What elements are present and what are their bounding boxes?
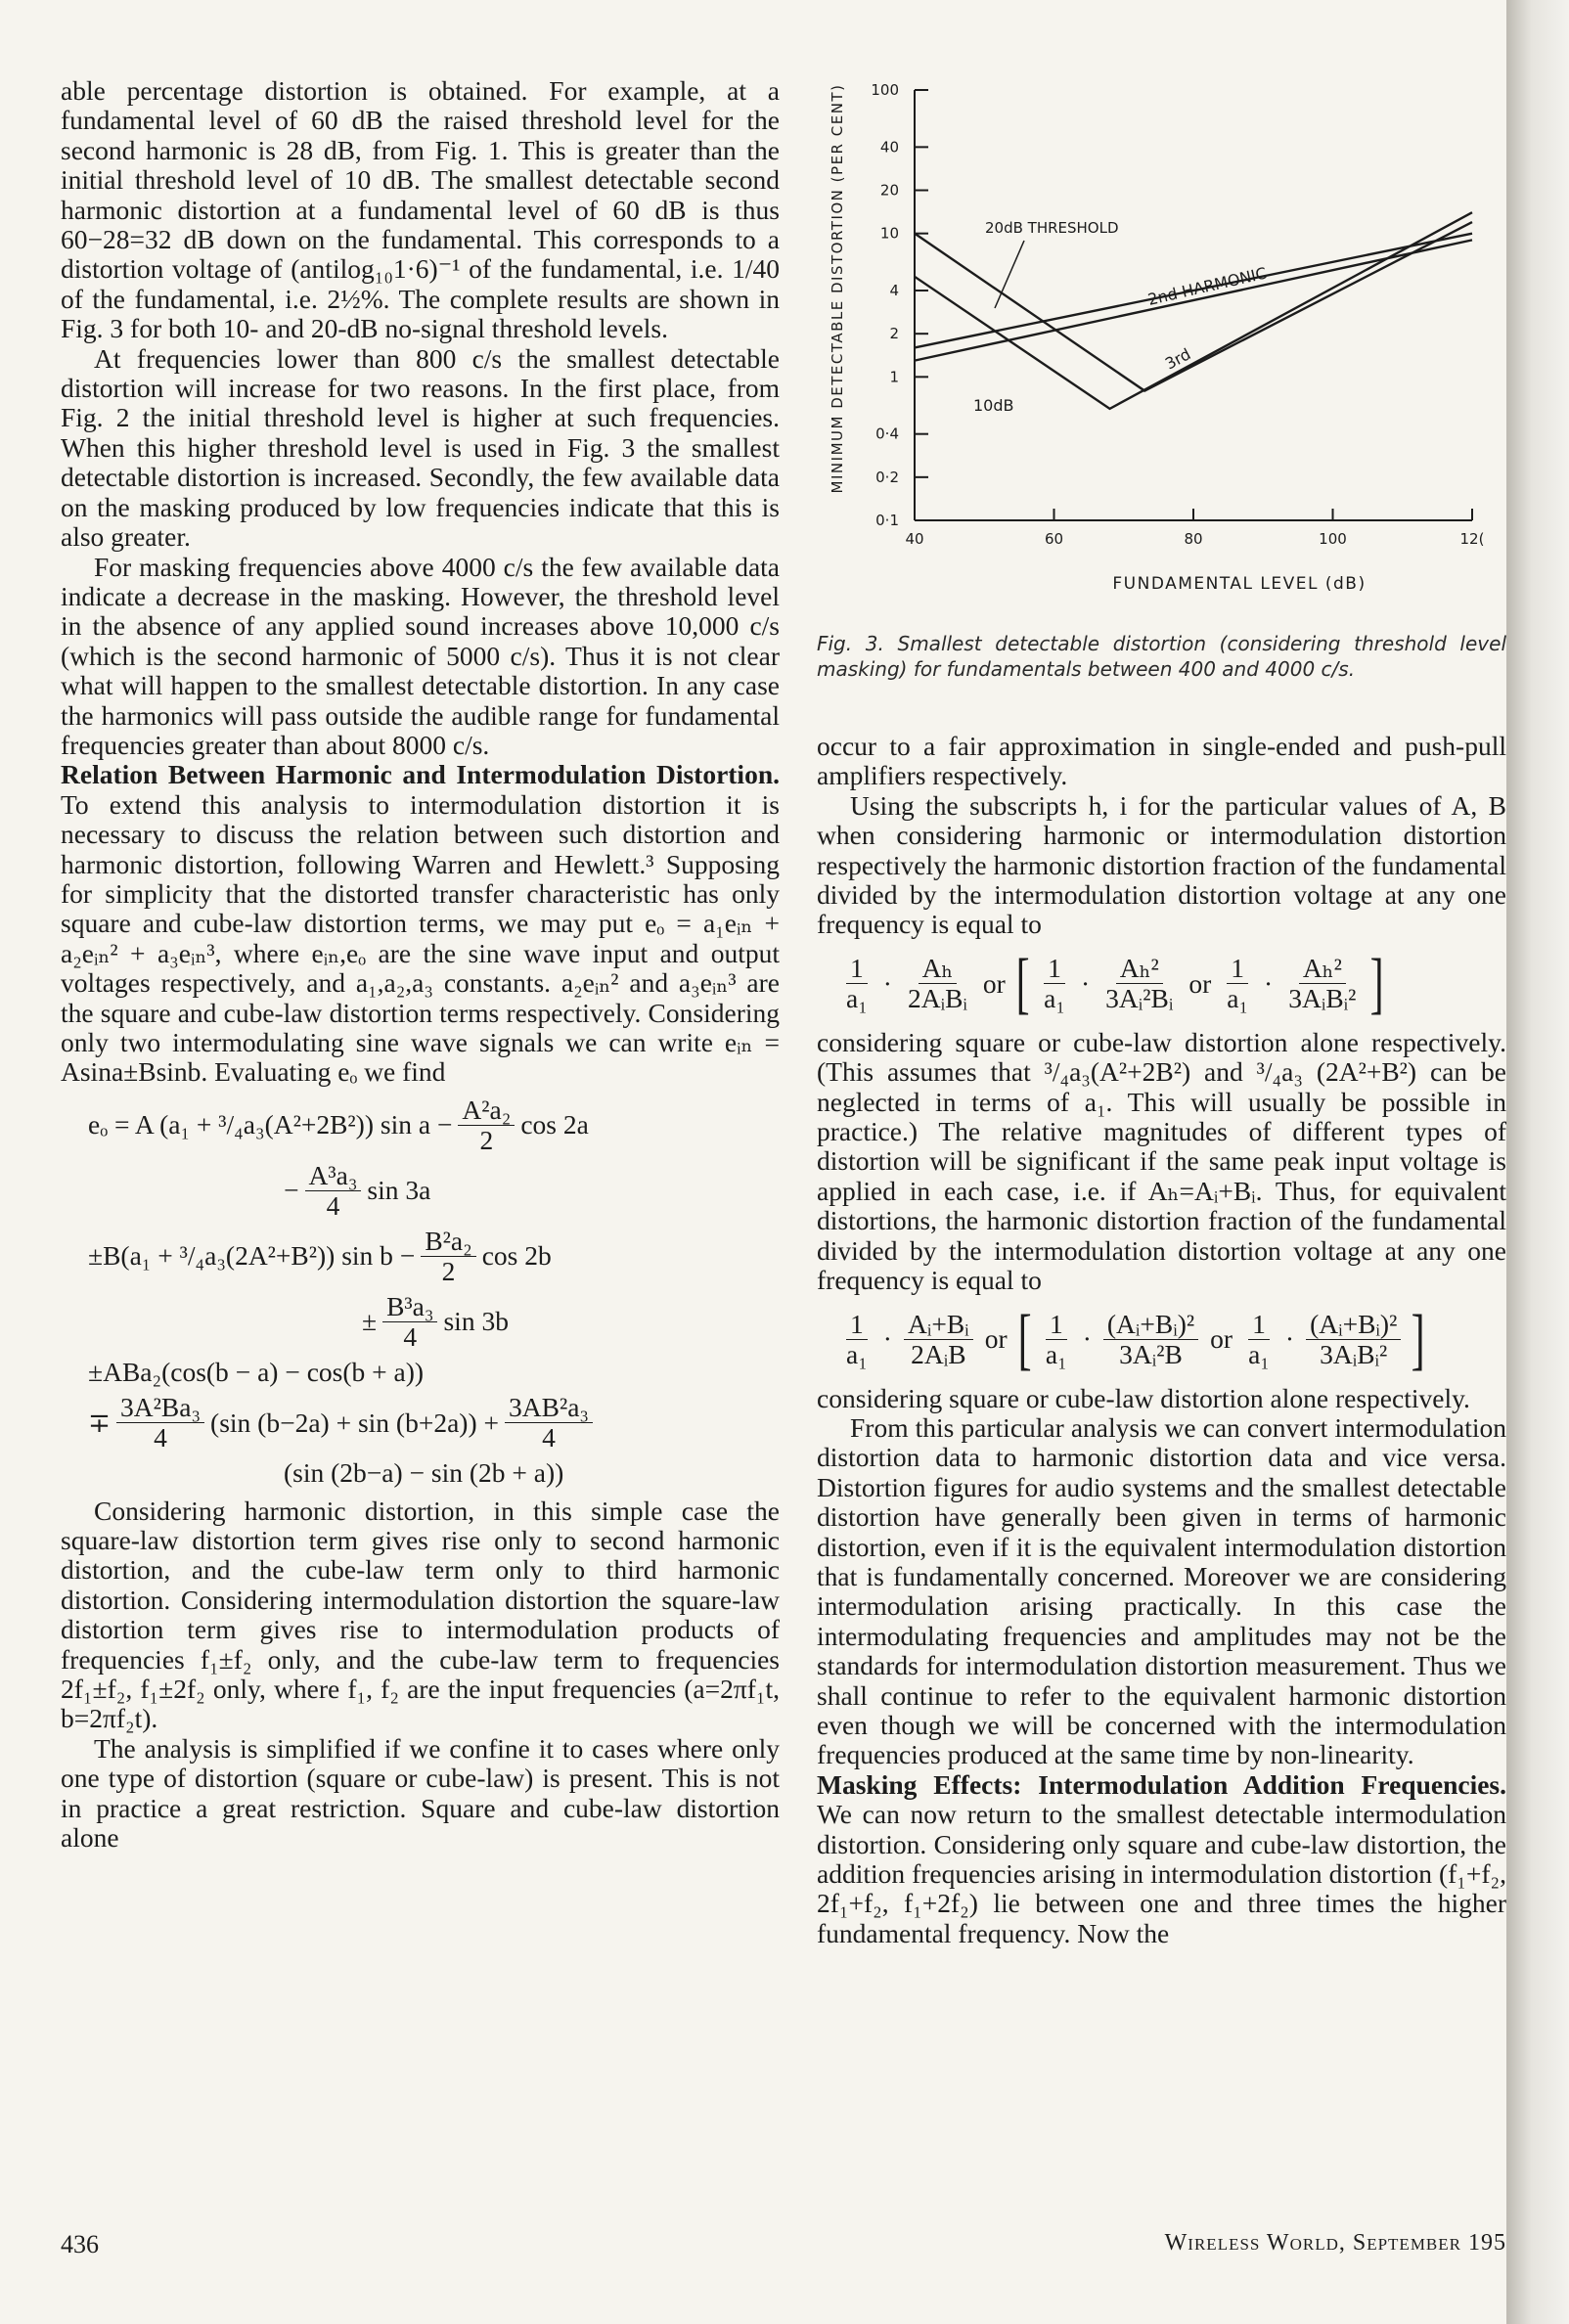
x-ticks	[905, 509, 1484, 548]
denominator: a₁	[1227, 983, 1249, 1014]
denominator: 2	[479, 1124, 494, 1155]
page-number: 436	[61, 2230, 99, 2258]
numerator: Aₕ	[919, 954, 958, 984]
denominator: a₁	[1044, 983, 1065, 1014]
equation-text: cos 2a	[520, 1109, 589, 1140]
equation-line	[88, 1227, 780, 1286]
denominator: 4	[154, 1422, 167, 1453]
equation-line	[88, 1292, 780, 1352]
dot-operator: ·	[1264, 967, 1274, 999]
paragraph: For masking frequencies above 4000 c/s the few available data indicate a decrease in the masking. However, the threshold level in the absence of any applied sound increases above 10,000 c/s (which is the second harmonic of 5000 c/s). Thus it is not clear what will happen to the smallest detectable distortion. In any case the harmonics will pass outside the audible range for fundamental frequencies greater than about 8000 c/s.	[61, 551, 780, 760]
y-tick-label: 20	[879, 181, 899, 200]
paragraph-text: We can now return to the smallest detectable intermodulation distortion. Considering only square and cube-law distortion, the addition frequencies arising in intermodulation distortion (f₁+f₂, 2f₁+f₂, f₁+2f₂) lie between one and three times the higher fundamental frequency. Now the	[817, 1799, 1506, 1948]
paragraph: Considering harmonic distortion, in this simple case the square-law distortion term gives rise only to second harmonic distortion, and the cube-law term only to third harmonic distortion. Considering intermodulation distortion the square-law distortion term gives rise to intermodulation products of frequencies f₁±f₂ only, and the cube-law term to frequencies 2f₁±f₂, f₁±2f₂ only, where f₁, f₂ are the input frequencies (a=2πf₁t, b=2πf₂t).	[61, 1495, 780, 1734]
fraction	[421, 1227, 475, 1286]
label-2nd-harmonic: 2nd HARMONIC	[1145, 263, 1269, 309]
or-word: or	[982, 967, 1006, 999]
equation-text: (sin (b−2a) + sin (b+2a)) +	[210, 1407, 500, 1438]
numerator: 1	[846, 954, 868, 984]
numerator: (Aᵢ+Bᵢ)²	[1306, 1310, 1401, 1340]
paragraph: able percentage distortion is obtained. For example, at a fundamental level of 60 dB the raised threshold level for the second harmonic is 28 dB, from Fig. 1. This is greater than the initial threshold level of 10 dB. The smallest detectable second harmonic distortion at a fundamental level of 60 dB is thus 60−28=32 dB down on the fundamental. This corresponds to a distortion voltage of (antilog₁₀1·6)⁻¹ of the fundamental, i.e. 1/40 of the fundamental, i.e. 2½%. The complete results are shown in Fig. 3 for both 10- and 20-dB no-signal threshold levels.	[61, 75, 780, 344]
page-edge-shadow	[1506, 0, 1569, 2324]
equation-line	[88, 1161, 780, 1221]
paragraph	[817, 791, 1506, 940]
numerator: 1	[1044, 954, 1065, 984]
fraction	[305, 1161, 362, 1221]
fraction	[904, 1310, 973, 1369]
equation-line	[88, 1458, 780, 1488]
denominator: 3AᵢBᵢ²	[1288, 983, 1357, 1014]
series-lines	[915, 212, 1472, 409]
bracket: [	[1017, 1301, 1032, 1377]
fraction	[458, 1095, 515, 1155]
fraction	[842, 1310, 872, 1369]
denominator: 2AᵢB	[911, 1339, 966, 1369]
chart	[817, 0, 1506, 626]
denominator: 2	[441, 1255, 456, 1286]
denominator: a₁	[1045, 1339, 1067, 1369]
paragraph: occur to a fair approximation in single-ended and push-pull amplifiers respectively.	[817, 731, 1506, 791]
paragraph-with-heading	[817, 1770, 1506, 1948]
x-axis-label: FUNDAMENTAL LEVEL (dB)	[1112, 574, 1367, 594]
numerator: A³a₃	[305, 1161, 362, 1191]
journal-footer: Wireless World, September 195	[1164, 2230, 1506, 2256]
section-heading: Relation Between Harmonic and Intermodulation Distortion.	[61, 759, 780, 790]
label-3rd: 3rd	[1161, 344, 1194, 374]
numerator: 3A²Ba₃	[116, 1393, 204, 1423]
equation-text: (sin (2b−a) − sin (2b + a))	[284, 1457, 564, 1489]
bracket: ]	[1412, 1301, 1425, 1377]
paragraph-text: To extend this analysis to intermodulation distortion it is necessary to discuss the relation between such distortion and harmonic distortion, following Warren and Hewlett.³ Supposing for simplicity that the distorted transfer characteristic has only square and cube-law distortion terms, we may put eₒ = a₁eᵢₙ + a₂eᵢₙ² + a₃eᵢₙ³, where eᵢₙ,eₒ are the sine wave input and output voltages respectively, and a₁,a₂,a₃ constants. a₂eᵢₙ² and a₃eᵢₙ³ are the square and cube-law distortion terms respectively. Considering only two intermodulating sine wave signals we can write eᵢₙ = Asina±Bsinb. Evaluating eₒ we find	[61, 788, 780, 1088]
fraction	[1284, 954, 1360, 1013]
equation-text: ±ABa₂(cos(b − a) − cos(b + a))	[88, 1356, 425, 1387]
series-line	[915, 212, 1472, 409]
figure-caption: Fig. 3. Smallest detectable distortion (considering threshold level masking) for fundamentals between 400 and 4000 c/s.	[817, 632, 1506, 681]
y-axis-label: MINIMUM DETECTABLE DISTORTION (PER CENT)	[829, 83, 846, 494]
numerator: Aₕ²	[1116, 954, 1163, 984]
equation-text: −	[284, 1175, 299, 1206]
y-ticks	[871, 81, 928, 529]
fraction	[1223, 954, 1252, 1013]
numerator: Aᵢ+Bᵢ	[904, 1310, 973, 1340]
paragraph: At frequencies lower than 800 c/s the smallest detectable distortion will increase for two reasons. In the first place, from Fig. 2 the initial threshold level is higher at such frequencies. When this higher threshold level is used in Fig. 3 the smallest detectable distortion is increased. Secondly, the few available data on the masking produced by low frequencies indicate that this is also greater.	[61, 342, 780, 553]
y-tick-label: 0·1	[875, 512, 899, 529]
denominator: 2AᵢBᵢ	[907, 983, 967, 1014]
axes	[915, 90, 1472, 520]
dot-operator: ·	[1082, 1323, 1092, 1355]
label-10db: 10dB	[973, 396, 1014, 415]
fraction	[904, 954, 971, 1013]
right-column	[817, 0, 1506, 1948]
left-column	[61, 0, 780, 1854]
y-tick-label: 1	[889, 368, 899, 386]
x-tick-label: 12(	[1459, 530, 1485, 548]
x-tick-label: 60	[1044, 530, 1064, 548]
equation-text: ±B(a₁ + ³/₄a₃(2A²+B²)) sin b −	[88, 1240, 416, 1272]
y-tick-label: 0·4	[875, 425, 899, 443]
equation-line	[88, 1358, 780, 1387]
dot-operator: ·	[882, 1323, 892, 1355]
x-tick-label: 80	[1184, 530, 1203, 548]
y-tick-label: 100	[871, 81, 899, 99]
fraction	[1101, 954, 1177, 1013]
denominator: a₁	[1248, 1339, 1270, 1369]
numerator: 3AB²a₃	[505, 1393, 593, 1423]
denominator: a₁	[846, 983, 868, 1014]
section-heading: Masking Effects: Intermodulation Addition Frequencies.	[817, 1768, 1506, 1800]
paragraph-with-heading	[61, 760, 780, 1087]
numerator: 1	[1046, 1310, 1067, 1340]
equation-text: ∓	[88, 1407, 112, 1438]
numerator: (Aᵢ+Bᵢ)²	[1103, 1310, 1198, 1340]
fraction	[505, 1393, 593, 1452]
paragraph: The analysis is simplified if we confine it to cases where only one type of distortion (square or cube-law) is present. This is not in practice a great restriction. Square and cube-law distortion alone	[61, 1732, 780, 1854]
denominator: 3Aᵢ²B	[1119, 1339, 1183, 1369]
denominator: 3Aᵢ²Bᵢ	[1105, 983, 1174, 1014]
equation-text: eₒ = A (a₁ + ³/₄a₃(A²+2B²)) sin a −	[88, 1109, 453, 1140]
numerator: Aₕ²	[1299, 954, 1346, 984]
numerator: 1	[1227, 954, 1248, 984]
denominator: 4	[542, 1422, 556, 1453]
equation-ratio-square-cube	[836, 945, 1506, 1021]
y-tick-label: 10	[879, 224, 899, 243]
paragraph: From this particular analysis we can convert intermodulation distortion data to harmonic distortion data and vice versa. Distortion figures for audio systems and the smallest detectable distortion have generally been given in terms of harmonic distortion, even if it is the equivalent intermodulation distortion that is fundamentally concerned. Moreover we are considering intermodulation arising practically. In this case the intermodulating frequencies and amplitudes may not be the standards for intermodulation distortion measurement. Thus we shall continue to refer to the equivalent harmonic distortion even though we will be concerned with the intermodulation frequencies produced at the same time by non-linearity.	[817, 1411, 1506, 1770]
paragraph-text: Using the subscripts h, i for the particular values of A, B when considering harmonic or intermodulation distortion respectively the harmonic distortion fraction of the fundamental divided by the intermodulation distortion voltage at any one frequency is equal to	[817, 789, 1506, 940]
or-word: or	[1188, 967, 1212, 999]
equation-text: cos 2b	[481, 1240, 552, 1272]
denominator: 3AᵢBᵢ²	[1320, 1339, 1388, 1369]
equation-text: sin 3b	[443, 1306, 509, 1337]
numerator: B²a₂	[421, 1227, 475, 1257]
y-tick-label: 4	[889, 282, 899, 300]
equation-text: ±	[362, 1306, 378, 1337]
equation-ratio-equivalent	[836, 1301, 1506, 1377]
fraction	[1103, 1310, 1198, 1369]
or-word: or	[984, 1323, 1008, 1355]
numerator: A²a₂	[458, 1095, 515, 1126]
equation-line	[88, 1095, 780, 1155]
label-20db-threshold: 20dB THRESHOLD	[985, 219, 1119, 237]
bracket: ]	[1370, 945, 1385, 1021]
numerator: 1	[1248, 1310, 1270, 1340]
denominator: 4	[326, 1189, 340, 1221]
dot-operator: ·	[1284, 1323, 1295, 1355]
y-tick-label: 40	[879, 138, 899, 156]
series-line	[915, 222, 1472, 390]
fraction	[116, 1393, 204, 1452]
figure-3	[817, 0, 1506, 694]
x-tick-label: 40	[905, 530, 924, 548]
dot-operator: ·	[1080, 967, 1091, 999]
or-word: or	[1210, 1323, 1233, 1355]
bracket: [	[1015, 945, 1030, 1021]
fraction	[1306, 1310, 1401, 1369]
y-tick-label: 2	[889, 325, 899, 343]
dot-operator: ·	[882, 967, 892, 999]
fraction	[1042, 1310, 1071, 1369]
fraction	[842, 954, 872, 1013]
fraction	[1040, 954, 1069, 1013]
denominator: 4	[403, 1320, 418, 1352]
equation-line	[88, 1393, 780, 1452]
y-tick-label: 0·2	[875, 468, 899, 486]
denominator: a₁	[846, 1339, 868, 1369]
paragraph: considering square or cube-law distortion alone respectively. (This assumes that ³/₄a₃(A²+2B²) and ³/₄a₃ (2A²+B²) can be neglected in terms of a₁. This will usually be possible in practice.) The relative magnitudes of different types of distortion will be significant if the same peak input voltage is applied in each case, i.e. if Aₕ=Aᵢ+Bᵢ. Thus, for equivalent distortions, the harmonic distortion fraction of the fundamental divided by the intermodulation distortion voltage at any one frequency is equal to	[817, 1026, 1506, 1296]
equation-block	[88, 1095, 780, 1489]
equation-text: sin 3a	[367, 1175, 431, 1206]
x-tick-label: 100	[1319, 530, 1347, 548]
paragraph: considering square or cube-law distortion alone respectively.	[817, 1382, 1470, 1413]
fraction	[1244, 1310, 1274, 1369]
numerator: 1	[846, 1310, 868, 1340]
fraction	[382, 1292, 437, 1352]
numerator: B³a₃	[382, 1292, 437, 1322]
